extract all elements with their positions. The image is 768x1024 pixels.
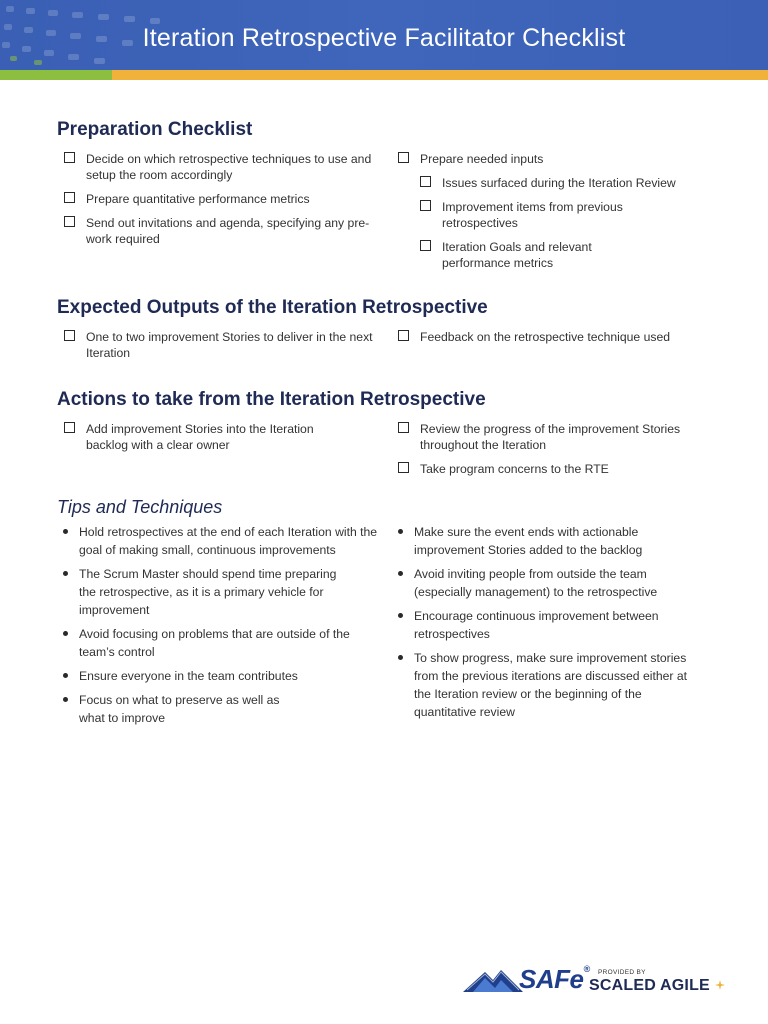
checklist-item-label: Iteration Goals and relevant performance metrics xyxy=(442,240,592,270)
checkbox-icon[interactable] xyxy=(64,152,75,163)
trademark-mark: ® xyxy=(583,964,590,974)
preparation-right-column xyxy=(398,151,698,279)
spark-icon xyxy=(715,980,725,990)
tip-item xyxy=(62,691,292,727)
checklist-item[interactable] xyxy=(64,215,374,247)
green-accent-stripe xyxy=(0,70,112,80)
tip-text: Avoid inviting people from outside the team (especially management) to the retrospective xyxy=(414,567,658,599)
checklist-item-label: Improvement items from previous retrospectives xyxy=(442,200,623,230)
checklist-item[interactable] xyxy=(398,329,708,345)
safe-mountain-icon xyxy=(463,968,523,992)
checkbox-icon[interactable] xyxy=(64,216,75,227)
checklist-subitem[interactable] xyxy=(420,199,640,231)
orange-accent-stripe xyxy=(112,70,768,80)
checklist-item[interactable] xyxy=(64,191,374,207)
preparation-heading: Preparation Checklist xyxy=(57,119,253,140)
tip-item xyxy=(397,565,707,601)
tips-right-column xyxy=(397,523,707,727)
bullet-icon xyxy=(63,631,68,636)
checkbox-icon[interactable] xyxy=(420,176,431,187)
checklist-item-label: Take program concerns to the RTE xyxy=(420,462,609,476)
checklist-item-label: Decide on which retrospective techniques to use and setup the room accordingly xyxy=(86,152,372,182)
checklist-item[interactable] xyxy=(398,461,708,477)
checkbox-icon[interactable] xyxy=(420,240,431,251)
company-name: SCALED AGILE xyxy=(589,977,710,994)
checklist-item-label: Review the progress of the improvement Stories throughout the Iteration xyxy=(420,422,681,452)
checkbox-icon[interactable] xyxy=(420,200,431,211)
checklist-item-label: Add improvement Stories into the Iteration backlog with a clear owner xyxy=(86,422,314,452)
checklist-item-label: One to two improvement Stories to deliver in the next Iteration xyxy=(86,330,373,360)
checklist-item-label: Send out invitations and agenda, specifying any pre-work required xyxy=(86,216,370,246)
checklist-item-label: Issues surfaced during the Iteration Review xyxy=(442,176,676,190)
bullet-icon xyxy=(398,613,403,618)
outputs-right-column xyxy=(398,329,708,353)
checklist-item-label: Prepare quantitative performance metrics xyxy=(86,192,310,206)
safe-logo-text xyxy=(519,964,590,995)
provided-by-label: PROVIDED BY xyxy=(598,969,646,976)
checkbox-icon[interactable] xyxy=(398,422,409,433)
tip-item xyxy=(397,607,707,643)
preparation-left-column xyxy=(64,151,374,255)
checklist-item[interactable] xyxy=(64,421,354,453)
checklist-item[interactable] xyxy=(64,151,374,183)
bullet-icon xyxy=(63,697,68,702)
header-banner xyxy=(0,0,768,70)
tip-item xyxy=(397,649,707,721)
tip-text: The Scrum Master should spend time preparing the retrospective, as it is a primary vehicle for improvement xyxy=(79,567,337,617)
bullet-icon xyxy=(398,655,403,660)
checklist-item[interactable] xyxy=(64,329,374,361)
checkbox-icon[interactable] xyxy=(64,422,75,433)
bullet-icon xyxy=(398,571,403,576)
checklist-item[interactable] xyxy=(398,151,698,167)
bullet-icon xyxy=(63,673,68,678)
tip-text: To show progress, make sure improvement stories from the previous iterations are discussed either at the Iteration review or the beginning of the quantitative review xyxy=(414,651,687,719)
tip-text: Avoid focusing on problems that are outside of the team’s control xyxy=(79,627,350,659)
tip-item xyxy=(62,625,380,661)
bullet-icon xyxy=(63,529,68,534)
tip-text: Focus on what to preserve as well as what to improve xyxy=(79,693,280,725)
checkbox-icon[interactable] xyxy=(398,152,409,163)
checklist-item-label: Prepare needed inputs xyxy=(420,152,544,166)
checklist-subitem[interactable] xyxy=(420,175,698,191)
outputs-heading: Expected Outputs of the Iteration Retrospective xyxy=(57,297,488,318)
checklist-item[interactable] xyxy=(398,421,708,453)
footer-logo xyxy=(463,964,733,996)
actions-heading: Actions to take from the Iteration Retrospective xyxy=(57,389,486,410)
tip-item xyxy=(62,667,380,685)
checkbox-icon[interactable] xyxy=(64,192,75,203)
bullet-icon xyxy=(398,529,403,534)
safe-logo-word: SAFe xyxy=(519,964,584,994)
tip-text: Ensure everyone in the team contributes xyxy=(79,669,298,683)
tip-item xyxy=(397,523,672,559)
tip-text: Encourage continuous improvement between retrospectives xyxy=(414,609,659,641)
page-title: Iteration Retrospective Facilitator Checklist xyxy=(142,24,626,52)
actions-right-column xyxy=(398,421,708,485)
outputs-left-column xyxy=(64,329,374,369)
tips-heading: Tips and Techniques xyxy=(57,497,223,517)
bullet-icon xyxy=(63,571,68,576)
tip-text: Make sure the event ends with actionable improvement Stories added to the backlog xyxy=(414,525,643,557)
tip-text: Hold retrospectives at the end of each Iteration with the goal of making small, continuous improvements xyxy=(79,525,378,557)
tip-item xyxy=(62,565,342,619)
checkbox-icon[interactable] xyxy=(398,462,409,473)
checklist-item-label: Feedback on the retrospective technique used xyxy=(420,330,671,344)
checkbox-icon[interactable] xyxy=(398,330,409,341)
actions-left-column xyxy=(64,421,354,461)
tips-left-column xyxy=(62,523,380,733)
tip-item xyxy=(62,523,380,559)
checklist-subitem[interactable] xyxy=(420,239,630,271)
checkbox-icon[interactable] xyxy=(64,330,75,341)
